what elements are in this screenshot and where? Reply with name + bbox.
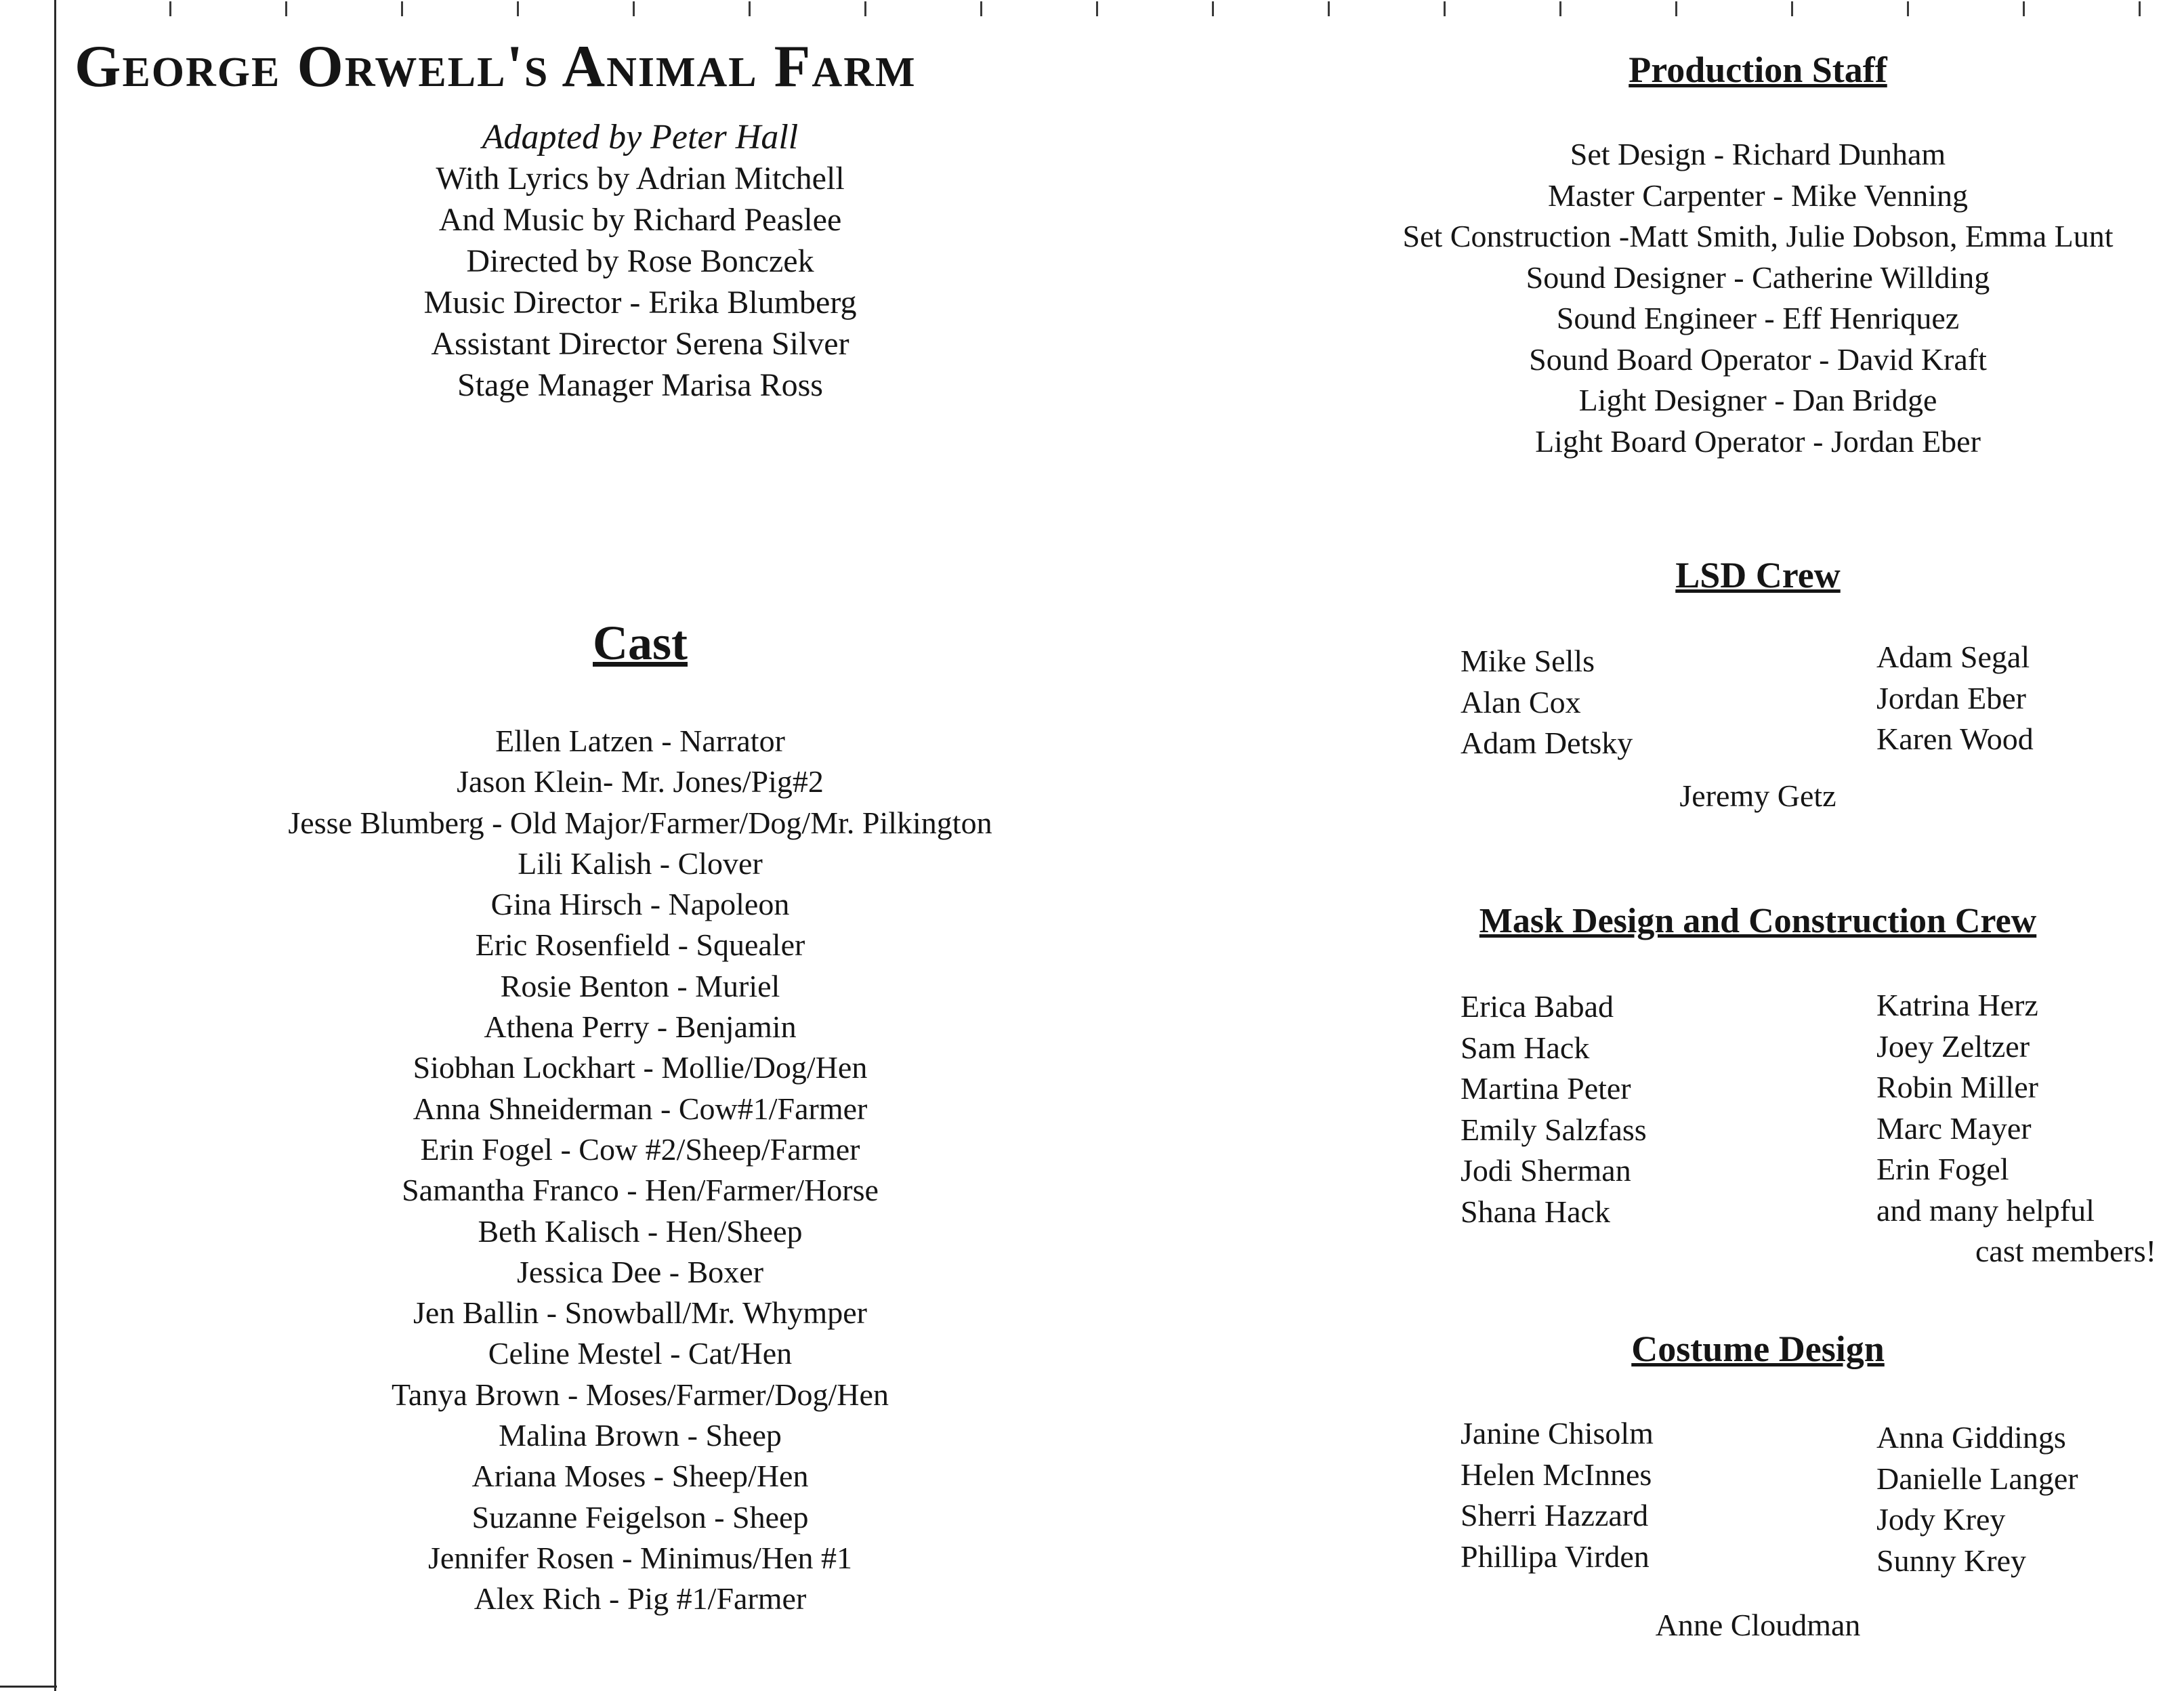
perforation-tick bbox=[1791, 1, 1793, 16]
crew-member: Erica Babad bbox=[1461, 989, 1614, 1024]
crew-member: Danielle Langer bbox=[1876, 1461, 2078, 1496]
perforation-tick bbox=[1096, 1, 1098, 16]
crew-member: Robin Miller bbox=[1876, 1070, 2038, 1104]
staff-member: Sound Board Operator - David Kraft bbox=[1529, 341, 1987, 377]
credit-line: With Lyrics by Adrian Mitchell bbox=[436, 161, 845, 196]
cast-member: Athena Perry - Benjamin bbox=[484, 1009, 797, 1045]
crew-member-centered: Anne Cloudman bbox=[1655, 1608, 1861, 1642]
crew-member: Sherri Hazzard bbox=[1461, 1498, 1649, 1532]
perforation-tick bbox=[749, 1, 751, 16]
staff-member: Set Design - Richard Dunham bbox=[1570, 137, 1946, 171]
cast-member: Rosie Benton - Muriel bbox=[500, 968, 780, 1003]
crew-member: Erin Fogel bbox=[1876, 1152, 2009, 1186]
cast-member: Jennifer Rosen - Minimus/Hen #1 bbox=[427, 1540, 853, 1575]
cast-member: Gina Hirsch - Napoleon bbox=[490, 887, 790, 922]
perforation-tick bbox=[517, 1, 519, 16]
perforation-ticks bbox=[0, 0, 2184, 20]
staff-member: Set Construction -Matt Smith, Julie Dobson, Emma Lunt bbox=[1402, 219, 2114, 253]
cast-member: Jen Ballin - Snowball/Mr. Whymper bbox=[413, 1295, 867, 1331]
cast-member: Malina Brown - Sheep bbox=[499, 1418, 782, 1453]
perforation-tick bbox=[2139, 1, 2141, 16]
cast-member: Ellen Latzen - Narrator bbox=[495, 724, 785, 758]
cast-member: Jason Klein- Mr. Jones/Pig#2 bbox=[457, 764, 824, 799]
staff-member: Light Designer - Dan Bridge bbox=[1578, 383, 1937, 417]
crew-member: Adam Segal bbox=[1876, 640, 2030, 674]
cast-member: Suzanne Feigelson - Sheep bbox=[471, 1499, 809, 1535]
cast-member: Erin Fogel - Cow #2/Sheep/Farmer bbox=[420, 1131, 860, 1167]
crew-member: Sam Hack bbox=[1461, 1030, 1590, 1065]
perforation-tick bbox=[1559, 1, 1561, 16]
crew-member: Phillipa Virden bbox=[1461, 1539, 1650, 1574]
staff-member: Sound Designer - Catherine Willding bbox=[1526, 259, 1990, 295]
cast-member: Ariana Moses - Sheep/Hen bbox=[471, 1459, 809, 1494]
crew-member: Jodi Sherman bbox=[1461, 1153, 1631, 1188]
crew-member: Marc Mayer bbox=[1876, 1110, 2032, 1146]
crew-member: Helen McInnes bbox=[1461, 1457, 1652, 1492]
perforation-tick bbox=[285, 1, 287, 16]
crew-member: Joey Zeltzer bbox=[1876, 1028, 2030, 1064]
perforation-tick bbox=[1212, 1, 1214, 16]
crew-member: Martina Peter bbox=[1461, 1071, 1631, 1106]
costume-design-heading: Costume Design bbox=[1631, 1329, 1885, 1369]
crew-member: Mike Sells bbox=[1461, 644, 1595, 678]
cast-member: Beth Kalisch - Hen/Sheep bbox=[478, 1213, 803, 1249]
perforation-tick bbox=[980, 1, 982, 16]
cast-member: Samantha Franco - Hen/Farmer/Horse bbox=[402, 1173, 879, 1208]
mask-crew-heading: Mask Design and Construction Crew bbox=[1479, 902, 2037, 940]
credit-line: Adapted by Peter Hall bbox=[482, 118, 799, 156]
page-edge-foot bbox=[0, 1686, 57, 1688]
credit-line: Directed by Rose Bonczek bbox=[466, 243, 814, 279]
page-title: George Orwell's Animal Farm bbox=[75, 34, 917, 100]
perforation-tick bbox=[1328, 1, 1330, 16]
crew-member-centered: Jeremy Getz bbox=[1679, 778, 1836, 813]
credit-line: And Music by Richard Peaslee bbox=[438, 202, 842, 238]
production-staff-list bbox=[1341, 134, 2175, 462]
perforation-tick bbox=[169, 1, 171, 16]
cast-member: Alex Rich - Pig #1/Farmer bbox=[474, 1581, 807, 1616]
staff-member: Master Carpenter - Mike Venning bbox=[1548, 178, 1968, 213]
credits-block bbox=[169, 117, 1111, 406]
crew-member-tail: cast members! bbox=[1975, 1234, 2156, 1268]
cast-member: Jesse Blumberg - Old Major/Farmer/Dog/Mr. Pilkington bbox=[288, 805, 992, 840]
staff-member: Light Board Operator - Jordan Eber bbox=[1535, 423, 1981, 459]
crew-member: Anna Giddings bbox=[1876, 1420, 2066, 1455]
staff-member: Sound Engineer - Eff Henriquez bbox=[1556, 301, 1960, 335]
perforation-tick bbox=[401, 1, 403, 16]
lsd-crew-heading: LSD Crew bbox=[1675, 555, 1841, 596]
crew-member: and many helpful bbox=[1876, 1192, 2095, 1228]
crew-member: Janine Chisolm bbox=[1461, 1416, 1654, 1450]
page-edge-line bbox=[54, 0, 56, 1691]
perforation-tick bbox=[864, 1, 866, 16]
perforation-tick bbox=[1444, 1, 1446, 16]
crew-member: Karen Wood bbox=[1876, 722, 2034, 756]
perforation-tick bbox=[633, 1, 635, 16]
cast-member: Jessica Dee - Boxer bbox=[516, 1254, 764, 1289]
cast-member: Lili Kalish - Clover bbox=[518, 846, 763, 881]
crew-member: Sunny Krey bbox=[1876, 1543, 2027, 1578]
perforation-tick bbox=[2023, 1, 2025, 16]
perforation-tick bbox=[1907, 1, 1909, 16]
crew-member: Alan Cox bbox=[1461, 684, 1581, 719]
cast-member: Tanya Brown - Moses/Farmer/Dog/Hen bbox=[392, 1377, 889, 1412]
crew-member: Emily Salzfass bbox=[1461, 1112, 1647, 1147]
cast-member: Eric Rosenfield - Squealer bbox=[475, 927, 805, 963]
cast-list bbox=[169, 721, 1111, 1620]
crew-member: Jody Krey bbox=[1876, 1502, 2006, 1537]
cast-heading: Cast bbox=[593, 616, 688, 670]
crew-member: Adam Detsky bbox=[1461, 726, 1633, 760]
cast-member: Celine Mestel - Cat/Hen bbox=[488, 1336, 793, 1371]
credit-line: Assistant Director Serena Silver bbox=[431, 326, 849, 362]
crew-member: Jordan Eber bbox=[1876, 680, 2026, 715]
cast-member: Siobhan Lockhart - Mollie/Dog/Hen bbox=[413, 1050, 868, 1085]
credit-line: Music Director - Erika Blumberg bbox=[423, 285, 857, 320]
cast-member: Anna Shneiderman - Cow#1/Farmer bbox=[413, 1091, 868, 1126]
production-staff-heading: Production Staff bbox=[1629, 49, 1887, 90]
perforation-tick bbox=[1675, 1, 1677, 16]
credit-line: Stage Manager Marisa Ross bbox=[457, 367, 823, 403]
crew-member: Katrina Herz bbox=[1876, 988, 2038, 1022]
crew-member: Shana Hack bbox=[1461, 1194, 1610, 1229]
